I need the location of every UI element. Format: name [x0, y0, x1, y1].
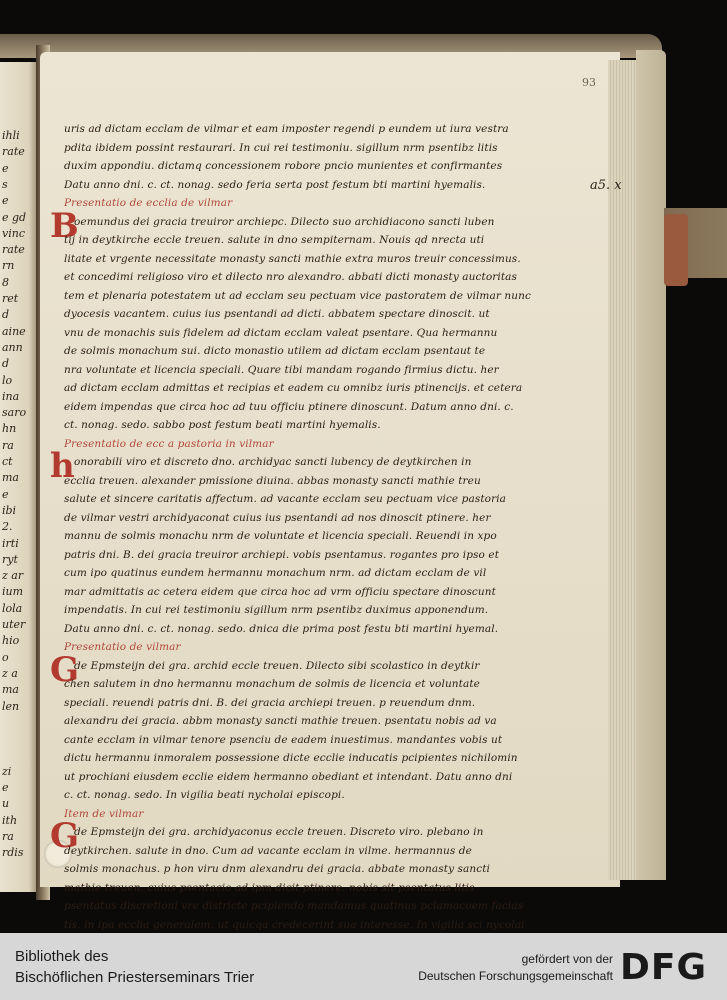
- left-margin-fragment: ra: [2, 829, 14, 843]
- left-margin-fragment: ma: [2, 683, 19, 697]
- rubric-heading: Presentatio de ecclia de vilmar: [64, 197, 233, 209]
- left-margin-fragment: e: [2, 161, 9, 175]
- manuscript-line: et concedimi religioso viro et dilecto nro alexandro. abbati dicti monasty auctoritas: [64, 271, 518, 283]
- left-margin-fragment: ra: [2, 438, 14, 452]
- manuscript-text: [50, 120, 544, 933]
- decorated-initial: G: [50, 649, 80, 690]
- manuscript-line: speciali. reuendi patris dni. B. dei gracia archiepi treuen. p reuendum dnm.: [64, 696, 476, 709]
- manuscript-line: litate et vrgente necessitate monasty sancti mathie extra muros treuir concessimus.: [64, 252, 521, 265]
- manuscript-line: tis. in ipa ecclia generalem. ut quicqa credecerint sua interesse. In vigilia sci nycolai: [64, 918, 525, 931]
- manuscript-line: uris ad dictam ecclam de vilmar et eam imposter regendi p eundem ut iura vestra: [64, 123, 509, 135]
- left-margin-fragment: saro: [2, 406, 27, 420]
- manuscript-line: dyocesis vacantem. cuius ius psentandi ad dicti. abbatem spectare dinoscit. ut: [64, 308, 490, 320]
- left-margin-fragment: d: [2, 308, 10, 322]
- manuscript-line: eidem impendas que circa hoc ad tuu officiu ptinere dinoscunt. Datum anno dni. c.: [64, 400, 514, 413]
- left-margin-fragment: zi: [2, 764, 12, 778]
- manuscript-line: Datu anno dni. c. ct. nonag. sedo feria serta post festum bti martini hyemalis.: [64, 178, 486, 191]
- left-margin-fragment: ryt: [2, 552, 18, 566]
- left-margin-fragment: vinc: [2, 226, 25, 240]
- manuscript-line: dictu hermannu inmoralem possessione dicte ecclie inducatis pcipientes nichilomin: [64, 752, 518, 764]
- manuscript-line: patris dni. B. dei gracia treuiror archiepi. vobis psentamus. rogantes pro ipso et: [64, 548, 500, 561]
- manuscript-line: solmis monachus. p hon viru dnm alexandru dei gracia. abbate monasty sancti: [64, 863, 491, 875]
- dfg-logo: DFG: [620, 947, 708, 988]
- left-margin-fragment: ith: [2, 813, 18, 827]
- manuscript-line: c. ct. nonag. sedo. In vigilia beati nycholai episcopi.: [64, 789, 345, 801]
- manuscript-line: alexandru dei gracia. abbm monasty sancti mathie treuen. psentatu nobis ad va: [64, 715, 497, 727]
- manuscript-line: tem et plenaria potestatem ut ad ecclam seu pectuam vice pastoratem de vilmar nunc: [64, 289, 531, 302]
- rubric-heading: Presentatio de ecc a pastoria in vilmar: [64, 437, 274, 450]
- manuscript-line: vnu de monachis suis fidelem ad dictam ecclam valeat psentare. Qua hermannu: [64, 326, 498, 339]
- left-margin-fragment: o: [2, 650, 9, 664]
- left-margin-fragment: 2.: [2, 520, 13, 534]
- funding-line-2: Deutschen Forschungsgemeinschaft: [418, 969, 613, 983]
- left-margin-fragment: ina: [2, 389, 20, 403]
- manuscript-line: chen salutem in dno hermannu monachum de solmis de licencia et voluntate: [64, 678, 480, 690]
- left-margin-fragment: e gd: [2, 210, 27, 224]
- left-margin-fragment: ma: [2, 471, 19, 485]
- manuscript-line: mar admittatis ac cetera eidem que circa hoc ad vrm officiu spectare dinoscunt: [64, 585, 496, 598]
- left-margin-fragment: e: [2, 781, 9, 794]
- left-margin-fragment: len: [2, 699, 20, 713]
- left-margin-fragment: d: [2, 357, 10, 371]
- left-margin-fragment: uter: [2, 618, 26, 631]
- funding-credit: [360, 951, 613, 985]
- manuscript-line: cum ipo quatinus eundem hermannu monachum nrm. ad dictam ecclam de vil: [64, 567, 487, 579]
- left-margin-fragment: ret: [2, 292, 19, 305]
- library-line-2: Bischöflichen Priesterseminars Trier: [15, 969, 255, 986]
- manuscript-line: deytkirchen. salute in dno. Cum ad vacante ecclam in vilme. hermannus de: [64, 844, 472, 857]
- left-margin-fragment: z a: [2, 666, 18, 680]
- left-margin-fragment: rdis: [2, 846, 24, 860]
- left-margin-fragment: lola: [2, 601, 23, 615]
- rubric-heading: Item de vilmar: [64, 807, 144, 820]
- left-margin-fragment: u: [2, 797, 10, 811]
- decorated-initial: h: [50, 446, 75, 486]
- left-margin-fragment: rate: [2, 243, 25, 257]
- manuscript-line: cante ecclam in vilmar tenore psenciu de eadem inuestimus. mandantes vobis ut: [64, 733, 503, 746]
- red-thread-tab: [664, 214, 688, 286]
- manuscript-line: psentatus discretioni vre districte pcipiendo mandamus quatinus pclamacoem facias: [64, 900, 524, 912]
- decorated-initial: G: [50, 816, 80, 856]
- manuscript-line-text: onorabili viro et discreto dno. archidyac sancti lubency de deytkirchen in: [74, 456, 472, 468]
- manuscript-line: ecclia treuen. alexander pmissione diuina. abbas monasty sancti mathie treu: [64, 474, 481, 487]
- left-margin-fragment: e: [2, 487, 9, 501]
- library-credit: [15, 946, 254, 988]
- left-margin-fragment: irti: [2, 536, 19, 550]
- manuscript-line: impendatis. In cui rei testimoniu sigillum nrm psentibz duximus apponendum.: [64, 604, 489, 616]
- left-margin-fragment: hn: [2, 422, 17, 436]
- manuscript-line: de vilmar vestri archidyaconat cuius ius psentandi ad nos dinoscit ptinere. her: [64, 511, 491, 524]
- left-margin-fragment: lo: [2, 373, 13, 387]
- manuscript-line: ut prochiani eiusdem ecclie eidem hermanno obediant et intendant. Datu anno dni: [64, 770, 513, 783]
- left-margin-fragment: s: [2, 177, 8, 191]
- manuscript-line: pdita ibidem possint restaurari. In cui rei testimoniu. sigillum nrm psentibz litis: [64, 141, 498, 154]
- left-margin-fragment: 8: [2, 275, 9, 289]
- left-margin-fragment: ct: [2, 455, 13, 468]
- manuscript-line: salute et sincere caritatis affectum. ad vacante ecclam seu pectuam vice pastoria: [64, 493, 507, 505]
- manuscript-line: nra voluntate et licencia speciali. Quare tibi mandam rogando firmius dictu. her: [64, 363, 499, 376]
- left-margin-fragment: e: [2, 194, 9, 208]
- rubric-heading: Presentatio de vilmar: [64, 641, 181, 653]
- manuscript-line: mathie treuen. cuius psentacio ad ipm dicit ptinere. nobis sit psentatus litis: [64, 881, 475, 894]
- left-margin-fragment: ihli: [2, 129, 20, 142]
- manuscript-line: de solmis monachum sui. dicto monastio utilem ad dictam ecclam psentaut te: [64, 345, 486, 357]
- manuscript-line: ct. nonag. sedo. sabbo post festum beati martini hyemalis.: [64, 419, 381, 431]
- left-margin-fragment: ann: [2, 340, 23, 354]
- book-cover-edge: [636, 50, 666, 880]
- library-line-1: Bibliothek des: [15, 948, 109, 965]
- margin-note: a5. x: [590, 178, 622, 193]
- left-margin-fragment: hio: [2, 634, 20, 648]
- manuscript-line-text: oemundus dei gracia treuiror archiepc. Dilecto suo archidiacono sancti luben: [74, 215, 495, 228]
- funding-line-1: gefördert von der: [521, 952, 613, 966]
- manuscript-line: tij in deytkirche eccle treuen. salute in dno sempiternam. Nouis qd nrecta uti: [64, 234, 485, 246]
- manuscript-line: Datu anno dni. c. ct. nonag. sedo. dnica die prima post festu bti martini hyemal.: [64, 622, 499, 635]
- left-margin-fragment: aine: [2, 324, 26, 338]
- left-margin-fragment: ium: [2, 585, 24, 599]
- manuscript-line-text: de Epmsteijn dei gra. archidyaconus eccle treuen. Discreto viro. plebano in: [74, 826, 484, 838]
- manuscript-line: duxim appondiu. dictamq concessionem robore pncio munientes et confirmantes: [64, 160, 503, 172]
- manuscript-line-text: de Epmsteijn dei gra. archid eccle treuen. Dilecto sibi scolastico in deytkir: [74, 659, 480, 672]
- left-margin-fragment: z ar: [2, 569, 24, 583]
- manuscript-line: ad dictam ecclam admittas et recipias et eadem cu omnibz iuris ptinencijs. et cetera: [64, 382, 523, 394]
- left-margin-fragment: rn: [2, 259, 15, 273]
- left-margin-fragment: ibi: [2, 503, 17, 517]
- folio-number: 93: [582, 76, 596, 89]
- left-margin-fragment: rate: [2, 145, 25, 159]
- manuscript-line: mannu de solmis monachu nrm de voluntate et licencia speciali. Reuendi in xpo: [64, 530, 497, 542]
- decorated-initial: B: [50, 205, 79, 246]
